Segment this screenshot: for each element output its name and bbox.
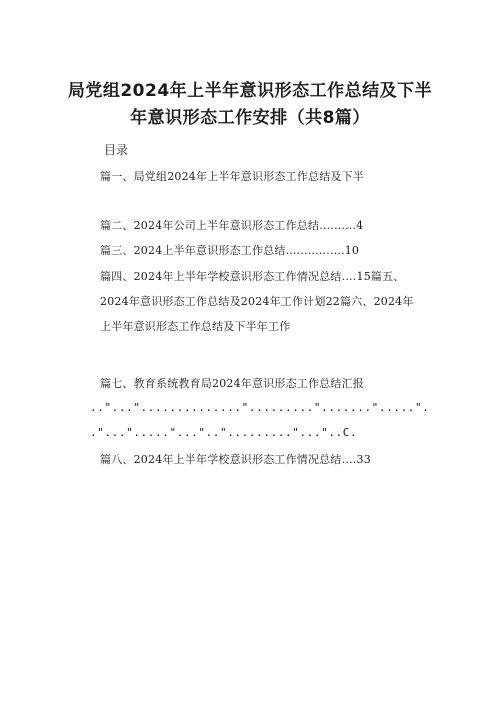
toc-leader-line-2: ."..."....."...".."........."..."..C. [90,426,358,439]
toc-entry-1: 篇一、局党组2024年上半年意识形态工作总结及下半 [100,170,364,183]
document-title-line-1: 局党组2024年上半年意识形态工作总结及下半 [67,81,433,101]
toc-entry-7: 篇七、教育系统教育局2024年意识形态工作总结汇报 [100,377,364,390]
toc-entry-6: 上半年意识形态工作总结及下半年工作 [100,320,291,333]
toc-entry-4: 篇四、2024年上半年学校意识形态工作情况总结….15篇五、 [100,270,405,283]
toc-entry-3: 篇三、2024上半年意识形态工作总结................10 [100,244,360,257]
toc-entry-2: 篇二、2024年公司上半年意识形态工作总结..........4 [100,219,364,232]
toc-entry-5: 2024年意识形态工作总结及2024年工作计划22篇六、2024年 [100,295,414,308]
toc-leader-line-1: .."..."..............".........".......".....". [90,401,430,414]
document-title-line-2: 年意识形态工作安排（共8篇） [130,108,370,128]
toc-entry-8: 篇八、2024年上半年学校意识形态工作情况总结….33 [100,453,371,466]
toc-heading: 目录 [104,143,129,157]
